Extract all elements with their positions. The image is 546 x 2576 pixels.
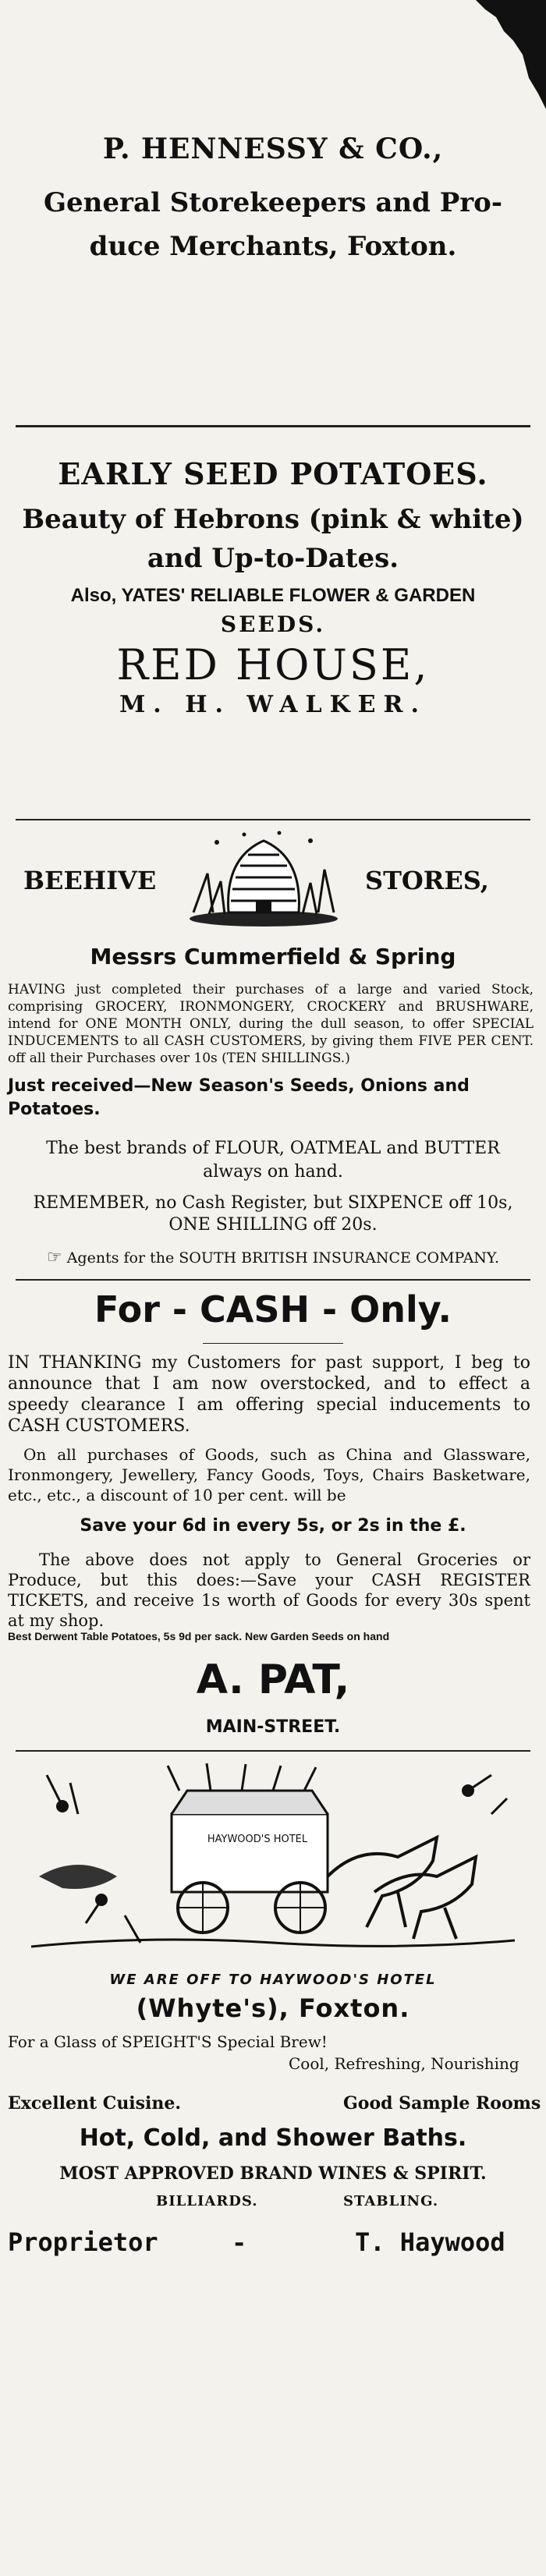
hotel-stabling: STABLING. <box>343 2193 439 2209</box>
beehive-right-word: STORES, <box>365 866 489 895</box>
hotel-caption: WE ARE OFF TO HAYWOOD'S HOTEL <box>109 1972 437 1988</box>
apat-para-2: On all purchases of Goods, such as China and Glassware, Ironmongery, Jewellery, Fancy Goods, Toys, Chairs Basketware, etc., etc., a discount of 10 per cent. will be <box>8 1445 530 1504</box>
apat-para-3: The above does not apply to General Groceries or Produce, but this does:—Save your CASH REGISTER TICKETS, and receive 1s worth of Goods for every 30s spent at my shop. <box>8 1550 530 1630</box>
hotel-proprietor-label: Proprietor <box>8 2227 158 2257</box>
beehive-remember-line-2: ONE SHILLING off 20s. <box>168 1215 378 1235</box>
divider-rule <box>16 1750 530 1752</box>
hotel-wines: MOST APPROVED BRAND WINES & SPIRIT. <box>59 2163 487 2184</box>
hotel-glass-line-2: Cool, Refreshing, Nourishing <box>289 2054 519 2073</box>
red-house-shop-name: RED HOUSE, <box>116 640 430 689</box>
apat-para-1: IN THANKING my Customers for past support, I beg to announce that I am now overstocked, and to effect a speedy clearance I am offering special inducements to CASH CUSTOMERS. <box>8 1353 530 1436</box>
hennessy-line-1: General Storekeepers and Pro- <box>44 187 502 218</box>
hotel-cuisine: Excellent Cuisine. <box>8 2093 182 2114</box>
apat-headline: For - CASH - Only. <box>94 1288 452 1331</box>
beehive-received: Just received—New Season's Seeds, Onions and Potatoes. <box>8 1076 470 1119</box>
divider-rule <box>16 1279 530 1281</box>
beehive-illustration <box>186 827 342 928</box>
hotel-baths: Hot, Cold, and Shower Baths. <box>79 2124 467 2152</box>
hotel-proprietor-name: T. Haywood <box>355 2227 505 2257</box>
divider-rule <box>16 819 530 820</box>
apat-advert <box>0 1288 546 1737</box>
hennessy-advert <box>0 133 546 262</box>
hotel-sign: HAYWOOD'S HOTEL <box>207 1834 308 1845</box>
apat-street: MAIN-STREET. <box>205 1717 341 1737</box>
hotel-glass-line-1: For a Glass of SPEIGHT'S Special Brew! <box>8 2032 328 2051</box>
beehive-left-word: BEEHIVE <box>23 866 157 895</box>
beehive-remember-line-1: REMEMBER, no Cash Register, but SIXPENCE off 10s, <box>33 1193 513 1213</box>
beehive-body: HAVING just completed their purchases of a large and varied Stock, comprising GROCERY, IRONMONGERY, CROCKERY and BRUSHWARE, intend for ONE MONTH ONLY, during the dull season, to offer SPECIAL INDUCEMENTS to all CASH CUSTOMERS, by giving them FIVE PER CENT. off all their Purchases over 10s (TEN SHILLINGS.) <box>8 982 534 1066</box>
divider-rule <box>16 425 530 427</box>
beehive-owners: Messrs Cummerfield & Spring <box>90 944 456 969</box>
hotel-coach-illustration <box>31 1759 515 1970</box>
beehive-brands-line-2: always on hand. <box>203 1162 343 1182</box>
hotel-name: (Whyte's), Foxton. <box>136 1993 410 2023</box>
hotel-billiards: BILLIARDS. <box>156 2193 258 2209</box>
red-house-proprietor: M. H. WALKER. <box>119 691 427 718</box>
red-house-headline: EARLY SEED POTATOES. <box>58 456 488 491</box>
apat-potatoes: Best Derwent Table Potatoes, 5s 9d per sack. New Garden Seeds on hand <box>8 1630 390 1642</box>
hotel-proprietor-dash: - <box>234 2227 245 2257</box>
red-house-line-5: SEEDS. <box>220 611 326 637</box>
beehive-agents: Agents for the SOUTH BRITISH INSURANCE COMPANY. <box>66 1249 500 1267</box>
hennessy-line-2: duce Merchants, Foxton. <box>89 231 457 262</box>
hennessy-name: P. HENNESSY & CO., <box>102 133 444 165</box>
apat-name: A. PAT, <box>196 1657 350 1703</box>
apat-save: Save your 6d in every 5s, or 2s in the £. <box>80 1516 466 1536</box>
ornament-divider <box>203 1343 343 1344</box>
beehive-agents-row <box>0 1248 546 1267</box>
hotel-sample-rooms: Good Sample Rooms <box>343 2093 541 2114</box>
torn-corner-mark <box>429 0 546 109</box>
red-house-line-3: and Up-to-Dates. <box>147 543 399 574</box>
red-house-line-4: Also, YATES' RELIABLE FLOWER & GARDEN <box>70 585 476 606</box>
pointing-hand-icon: ☞ <box>46 1248 62 1267</box>
beehive-brands-line-1: The best brands of FLOUR, OATMEAL and BUTTER <box>46 1139 500 1158</box>
red-house-line-2: Beauty of Hebrons (pink & white) <box>22 504 524 535</box>
red-house-advert <box>0 456 546 718</box>
